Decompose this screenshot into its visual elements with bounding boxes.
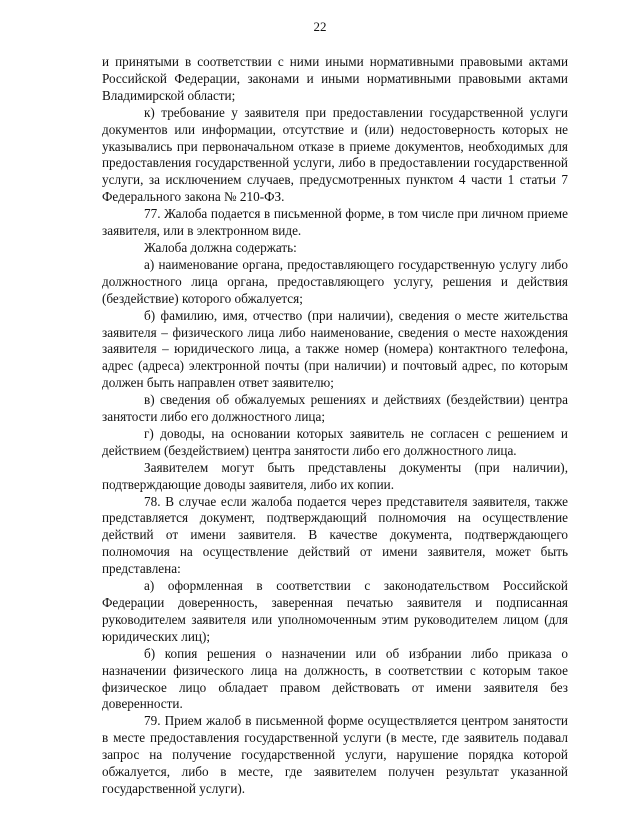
paragraph-item-b: б) фамилию, имя, отчество (при наличии), сведения о месте жительства заявителя – физического лица либо наименование, сведения о месте нахождения заявителя – юридического лица, а также номер (номера) контактного телефона, адрес (адреса) электронной почты (при наличии) и почтовый адрес, по которым должен быть направлен ответ заявителю; <box>102 307 568 391</box>
paragraph-78-item-b: б) копия решения о назначении или об избрании либо приказа о назначении физического лица на должность, в соответствии с которым такое физическое лицо обладает правом действовать от имени заявителя без доверенности. <box>102 645 568 712</box>
paragraph-77: 77. Жалоба подается в письменной форме, в том числе при личном приеме заявителя, или в электронном виде. <box>102 206 568 239</box>
paragraph-79: 79. Прием жалоб в письменной форме осуществляется центром занятости в месте предоставления государственной услуги (в месте, где заявитель подавал запрос на получение государственной услуги, нарушение порядка которой обжалуется, либо в месте, где заявителем получен результат указанной государственной услуги). <box>102 713 568 796</box>
paragraph-78: 78. В случае если жалоба подается через представителя заявителя, также представляется документ, подтверждающий полномочия на осуществление действий от имени заявителя. В качестве документа, подтверждающего полномочия на осуществление действий от имени заявителя, может быть представлена: <box>102 493 568 577</box>
paragraph-item-k: к) требование у заявителя при предоставлении государственной услуги документов или информации, отсутствие и (или) недостоверность которых не указывались при первоначальном отказе в приеме документов, необходимых для предоставления государственной услуги, либо в предоставлении государственной услуги, за исключением случаев, предусмотренных пунктом 4 части 1 статьи 7 Федерального закона № 210-ФЗ. <box>102 104 568 205</box>
paragraph-item-a: а) наименование органа, предоставляющего государственную услугу либо должностного лица органа, предоставляющего услугу, решения и действия (бездействие) которого обжалуется; <box>102 256 568 306</box>
paragraph-78-item-a: а) оформленная в соответствии с законодательством Российской Федерации доверенность, заверенная печатью заявителя и подписанная руководителем заявителя или уполномоченным этим руководителем лицом (для юридических лиц); <box>102 578 568 644</box>
page-number: 22 <box>313 19 327 34</box>
paragraph-continuation: и принятыми в соответствии с ними иными нормативными правовыми актами Российской Федерации, законами и иными нормативными правовыми актами Владимирской области; <box>102 54 568 103</box>
paragraph-complaint-contents: Жалоба должна содержать: <box>144 239 297 255</box>
paragraph-item-g: г) доводы, на основании которых заявитель не согласен с решением и действием (бездействием) центра занятости либо его должностного лица. <box>102 425 568 458</box>
paragraph-item-v: в) сведения об обжалуемых решениях и действиях (бездействии) центра занятости либо его должностного лица; <box>102 392 568 425</box>
document-body <box>102 54 568 798</box>
paragraph-documents: Заявителем могут быть представлены документы (при наличии), подтверждающие доводы заявителя, либо их копии. <box>102 459 568 492</box>
